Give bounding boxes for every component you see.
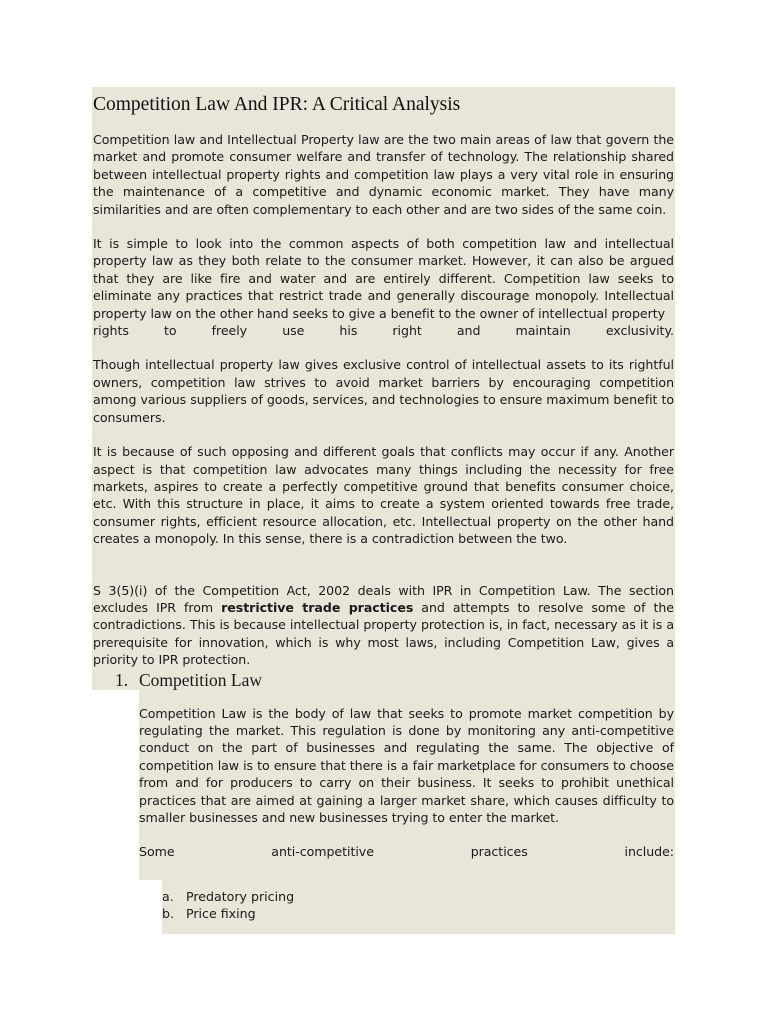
paragraph-line: rights to freely use his right and maintain exclusivity. <box>93 323 674 339</box>
list-item: b. Price fixing <box>162 906 256 922</box>
paragraph: Competition law and Intellectual Property law are the two main areas of law that govern the market and promote consumer welfare and transfer of technology. The relationship shared between intellectual property rights and competition law plays a very vital role in ensuring the maintenance of a competitive and dynamic economic market. They have many similarities and are often complementary to each other and are two sides of the same coin. <box>93 132 674 217</box>
bold-term: restrictive trade practices <box>221 599 414 615</box>
paragraph: Though intellectual property law gives exclusive control of intellectual assets to its rightful owners, competition law strives to avoid market barriers by encouraging competition among various suppliers of goods, services, and technologies to ensure maximum benefit to consumers. <box>93 357 674 425</box>
document-title: Competition Law And IPR: A Critical Analysis <box>93 94 461 115</box>
list-intro: Some anti-competitive practices include: <box>139 844 674 860</box>
paragraph: It is because of such opposing and different goals that conflicts may occur if any. Another aspect is that competition law advocates many things including the necessity for free markets, aspires to create a perfectly competitive ground that benefits consumer choice, etc. With this structure in place, it aims to create a system oriented towards free trade, consumer rights, efficient resource allocation, etc. Intellectual property on the other hand creates a monopoly. In this sense, there is a contradiction between the two. <box>93 444 674 547</box>
section-body: Competition Law is the body of law that seeks to promote market competition by regulating the market. This regulation is done by monitoring any anti-competitive conduct on the part of businesses and regulating the same. The objective of competition law is to ensure that there is a fair marketplace for consumers to choose from and for producers to carry on their business. It seeks to prohibit unethical practices that are aimed at gaining a larger market share, which causes difficulty to smaller businesses and new businesses trying to enter the market. <box>139 705 674 825</box>
section-title: Competition Law <box>139 669 262 690</box>
practice-list <box>162 888 674 923</box>
list-item: a. Predatory pricing <box>162 888 295 904</box>
section-number: 1. <box>115 669 129 690</box>
document-body <box>93 92 674 923</box>
paragraph-act-reference: S 3(5)(i) of the Competition Act, 2002 deals with IPR in Competition Law. The section excludes IPR from restrictive trade practices and attempts to resolve some of the contradictions. This is because intellectual property protection is, in fact, necessary as it is a prerequisite for innovation, which is why most laws, including Competition Law, gives a priority to IPR protection. <box>93 582 674 668</box>
paragraph: It is simple to look into the common aspects of both competition law and intellectual property law as they both relate to the consumer market. However, it can also be argued that they are like fire and water and are entirely different. Competition law seeks to eliminate any practices that restrict trade and generally discourage monopoly. Intellectual property law on the other hand seeks to give a benefit to the owner of intellectual property <box>93 236 674 321</box>
section-heading <box>115 669 674 691</box>
